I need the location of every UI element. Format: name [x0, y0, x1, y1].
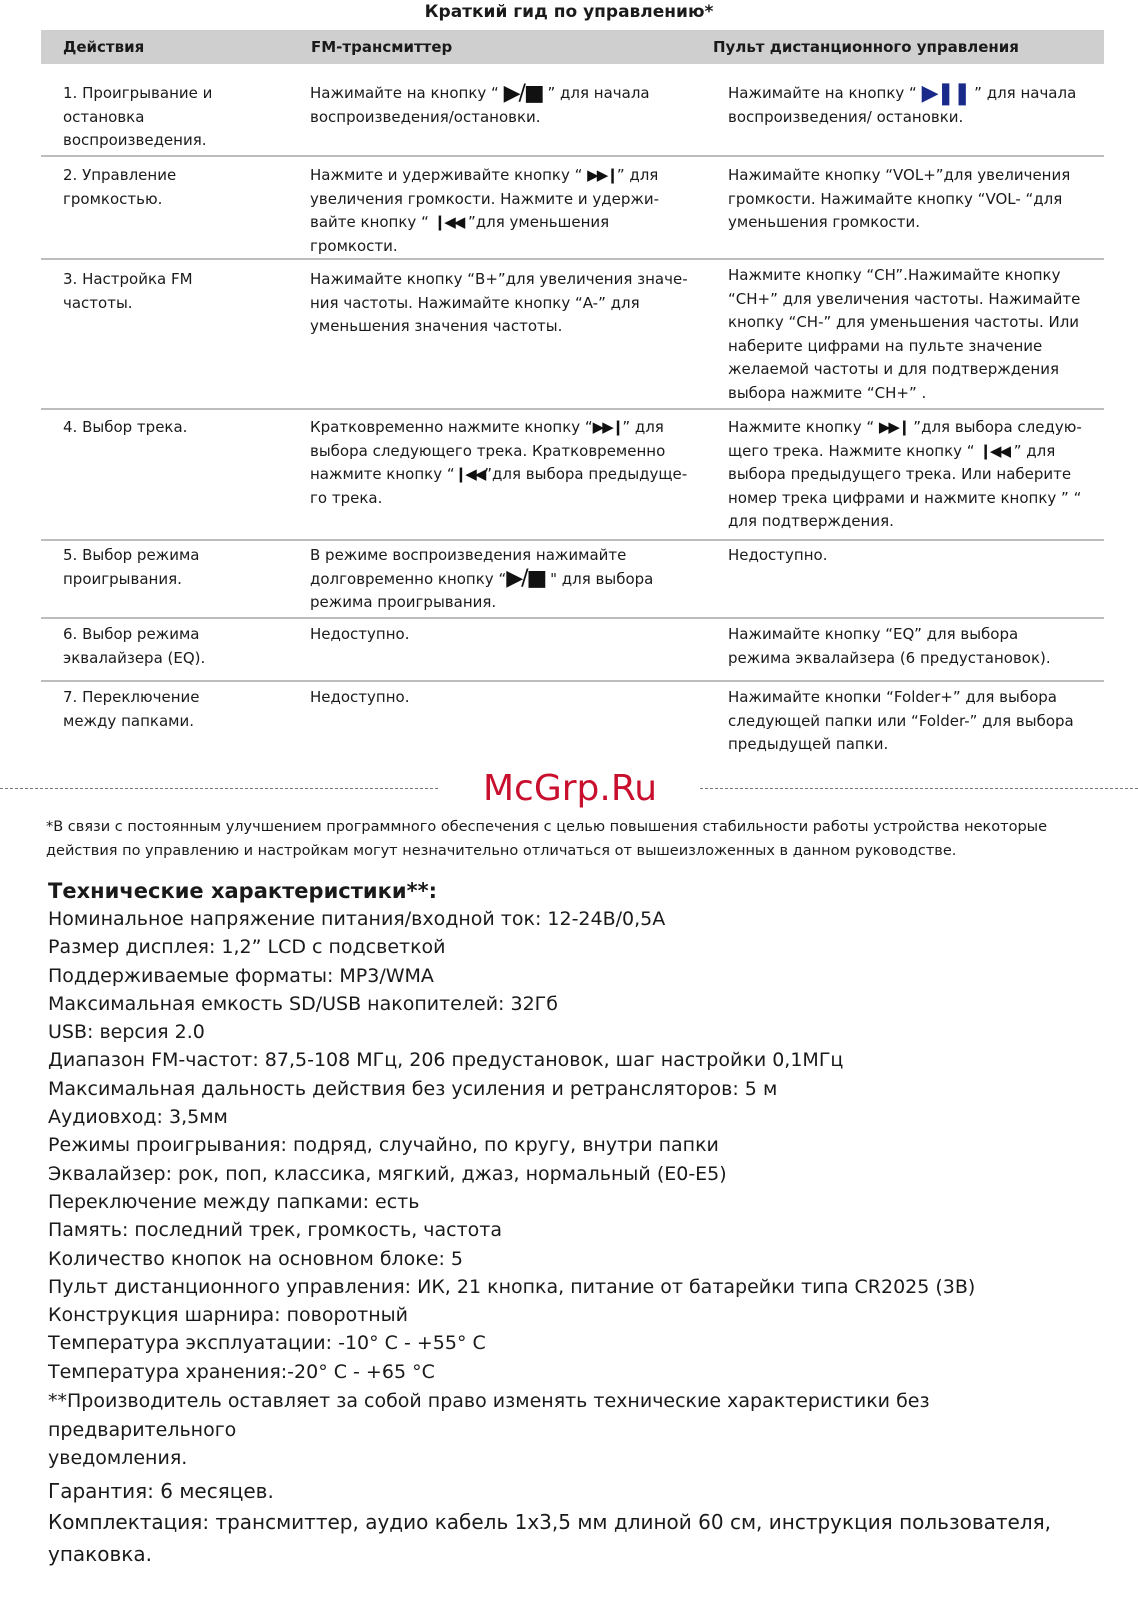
specs-list: [48, 905, 1108, 1386]
fm-cell: [310, 416, 710, 510]
table-row: [41, 541, 1104, 619]
footnote: *В связи с постоянным улучшением программного обеспечения с целью повышения стабильности работы устройства некоторые действия по управлению и настройкам могут незначительно отличаться от вышеизложенных в данном руководстве.: [46, 819, 1048, 859]
spec-item: Режимы проигрывания: подряд, случайно, по кругу, внутри папки: [48, 1134, 719, 1157]
spec-item: Пульт дистанционного управления: ИК, 21 кнопка, питание от батарейки типа CR2025 (3В): [48, 1275, 976, 1298]
remote-cell: [728, 686, 1100, 757]
cell-text: ”для выбора предыдуще- го трека.: [310, 465, 688, 507]
spec-item: Температура хранения:-20° С - +65 °С: [48, 1360, 435, 1383]
fm-cell: [310, 623, 710, 647]
cell-text: ” для выбора следующего трека. Кратковременно нажмите кнопку “: [310, 418, 666, 483]
next-icon: ▶▶❙: [878, 418, 909, 436]
action-cell: 7. Переключение между папками.: [63, 688, 200, 730]
package-contents: Комплектация: трансмиттер, аудио кабель 1х3,5 мм длиной 60 см, инструкция пользователя, упаковка.: [48, 1510, 1051, 1566]
remote-cell: [728, 164, 1100, 235]
cell-text: " для выбора режима проигрывания.: [310, 569, 654, 611]
spec-item: Максимальная емкость SD/USB накопителей: 32Гб: [48, 992, 558, 1015]
cell-text: Кратковременно нажмите кнопку “: [310, 418, 593, 436]
action-cell: 5. Выбор режима проигрывания.: [63, 546, 200, 588]
table-row: [41, 682, 1104, 760]
spec-item: Конструкция шарнира: поворотный: [48, 1304, 408, 1327]
spec-item: Переключение между папками: есть: [48, 1190, 420, 1213]
play-pause-icon: ▶❚❚: [921, 80, 970, 106]
page-title: Краткий гид по управлению*: [424, 2, 714, 22]
action-cell: 6. Выбор режима эквалайзера (EQ).: [63, 625, 206, 667]
spec-item: Количество кнопок на основном блоке: 5: [48, 1247, 464, 1270]
remote-cell: [728, 82, 1100, 129]
header-actions: Действия: [63, 38, 145, 56]
action-cell: 3. Настройка FM частоты.: [63, 270, 193, 312]
cell-text: ” для увеличения громкости. Нажмите и удержи- вайте кнопку “: [310, 166, 660, 231]
spec-item: Аудиовход: 3,5мм: [48, 1106, 228, 1129]
next-icon: ▶▶❙: [592, 418, 623, 436]
fm-cell: [310, 686, 710, 710]
cell-text: Недоступно.: [310, 625, 410, 643]
spec-item: Размер дисплея: 1,2” LCD с подсветкой: [48, 936, 446, 959]
next-icon: ▶▶❙: [587, 166, 617, 184]
header-remote-control: Пульт дистанционного управления: [713, 38, 1019, 56]
remote-cell: [728, 416, 1100, 534]
cell-text: Недоступно.: [728, 546, 828, 564]
cell-text: Нажимайте кнопку “VOL+”для увеличения громкости. Нажимайте кнопку “VOL- “для уменьшения громкости.: [728, 166, 1071, 231]
table-row: [41, 260, 1104, 410]
cell-text: ”для выбора следую- щего трека. Нажмите кнопку “: [728, 418, 1082, 460]
action-cell: 4. Выбор трека.: [63, 418, 188, 436]
spec-item: USB: версия 2.0: [48, 1021, 205, 1044]
fm-cell: [310, 268, 710, 339]
spec-item: Номинальное напряжение питания/входной ток: 12-24В/0,5А: [48, 908, 666, 930]
action-cell: 1. Проигрывание и остановка воспроизведения.: [63, 84, 213, 149]
spec-item: Диапазон FM-частот: 87,5-108 МГц, 206 предустановок, шаг настройки 0,1МГц: [48, 1049, 844, 1072]
table-row: [41, 157, 1104, 260]
table-header: [41, 30, 1104, 64]
spec-item: Температура эксплуатации: -10° С - +55° С: [48, 1332, 486, 1355]
remote-cell: [728, 623, 1100, 670]
header-fm-transmitter: FM-трансмиттер: [311, 38, 453, 56]
cell-text: ” для начала воспроизведения/остановки.: [310, 84, 650, 126]
cell-text: ” для начала воспроизведения/ остановки.: [728, 84, 1077, 126]
specs-title: Технические характеристики**:: [48, 879, 437, 903]
spec-item: Максимальная дальность действия без усиления и ретрансляторов: 5 м: [48, 1077, 778, 1100]
cell-text: ” для выбора предыдущего трека. Или наберите номер трека цифрами и нажмите кнопку ” “ для подтверждения.: [728, 441, 1082, 530]
specs-note: **Производитель оставляет за собой право изменять технические характеристики без предварительного уведомления.: [48, 1390, 930, 1469]
cell-text: В режиме воспроизведения нажимайте долговременно кнопку “: [310, 546, 627, 588]
previous-icon: ❙◀◀: [454, 465, 485, 483]
cell-text: Недоступно.: [310, 688, 410, 706]
play-stop-icon: ▶/■: [503, 80, 543, 106]
cell-text: Нажимайте на кнопку “: [310, 84, 504, 102]
fm-cell: [310, 82, 710, 129]
cell-text: Нажмите кнопку “CH”.Нажимайте кнопку “CH+” для увеличения частоты. Нажимайте кнопку “CH-” для уменьшения частоты. Или наберите цифрами на пульте значение желаемой частоты и для подтверждения выбора нажмите “CH+” .: [728, 266, 1081, 402]
watermark: McGrp.Ru: [440, 765, 700, 815]
cell-text: Нажимайте на кнопку “: [728, 84, 922, 102]
table-row: [41, 410, 1104, 541]
remote-cell: [728, 264, 1100, 405]
action-cell: 2. Управление громкостью.: [63, 166, 177, 208]
spec-item: Поддерживаемые форматы: MP3/WMA: [48, 964, 434, 987]
warranty: Гарантия: 6 месяцев.: [48, 1479, 274, 1503]
fm-cell: [310, 164, 710, 258]
cell-text: Нажимайте кнопку “B+”для увеличения значе- ния частоты. Нажимайте кнопку “A-” для уменьшения значения частоты.: [310, 270, 688, 335]
cell-text: Нажимайте кнопки “Folder+” для выбора следующей папки или “Folder-” для выбора предыдущей папки.: [728, 688, 1074, 753]
previous-icon: ❙◀◀: [433, 213, 464, 231]
cell-text: Нажмите и удерживайте кнопку “: [310, 166, 588, 184]
table-row: [41, 619, 1104, 682]
play-stop-icon: ▶/■: [506, 566, 546, 591]
remote-cell: [728, 544, 1100, 568]
previous-icon: ❙◀◀: [979, 441, 1009, 460]
cell-text: ”для уменьшения громкости.: [310, 213, 610, 255]
cell-text: Нажмите кнопку “: [728, 418, 879, 436]
spec-item: Эквалайзер: рок, поп, классика, мягкий, джаз, нормальный (E0-E5): [48, 1162, 727, 1185]
table-row: [41, 66, 1104, 157]
cell-text: Нажимайте кнопку “EQ” для выбора режима эквалайзера (6 предустановок).: [728, 625, 1051, 667]
fm-cell: [310, 544, 710, 615]
spec-item: Память: последний трек, громкость, частота: [48, 1219, 503, 1242]
